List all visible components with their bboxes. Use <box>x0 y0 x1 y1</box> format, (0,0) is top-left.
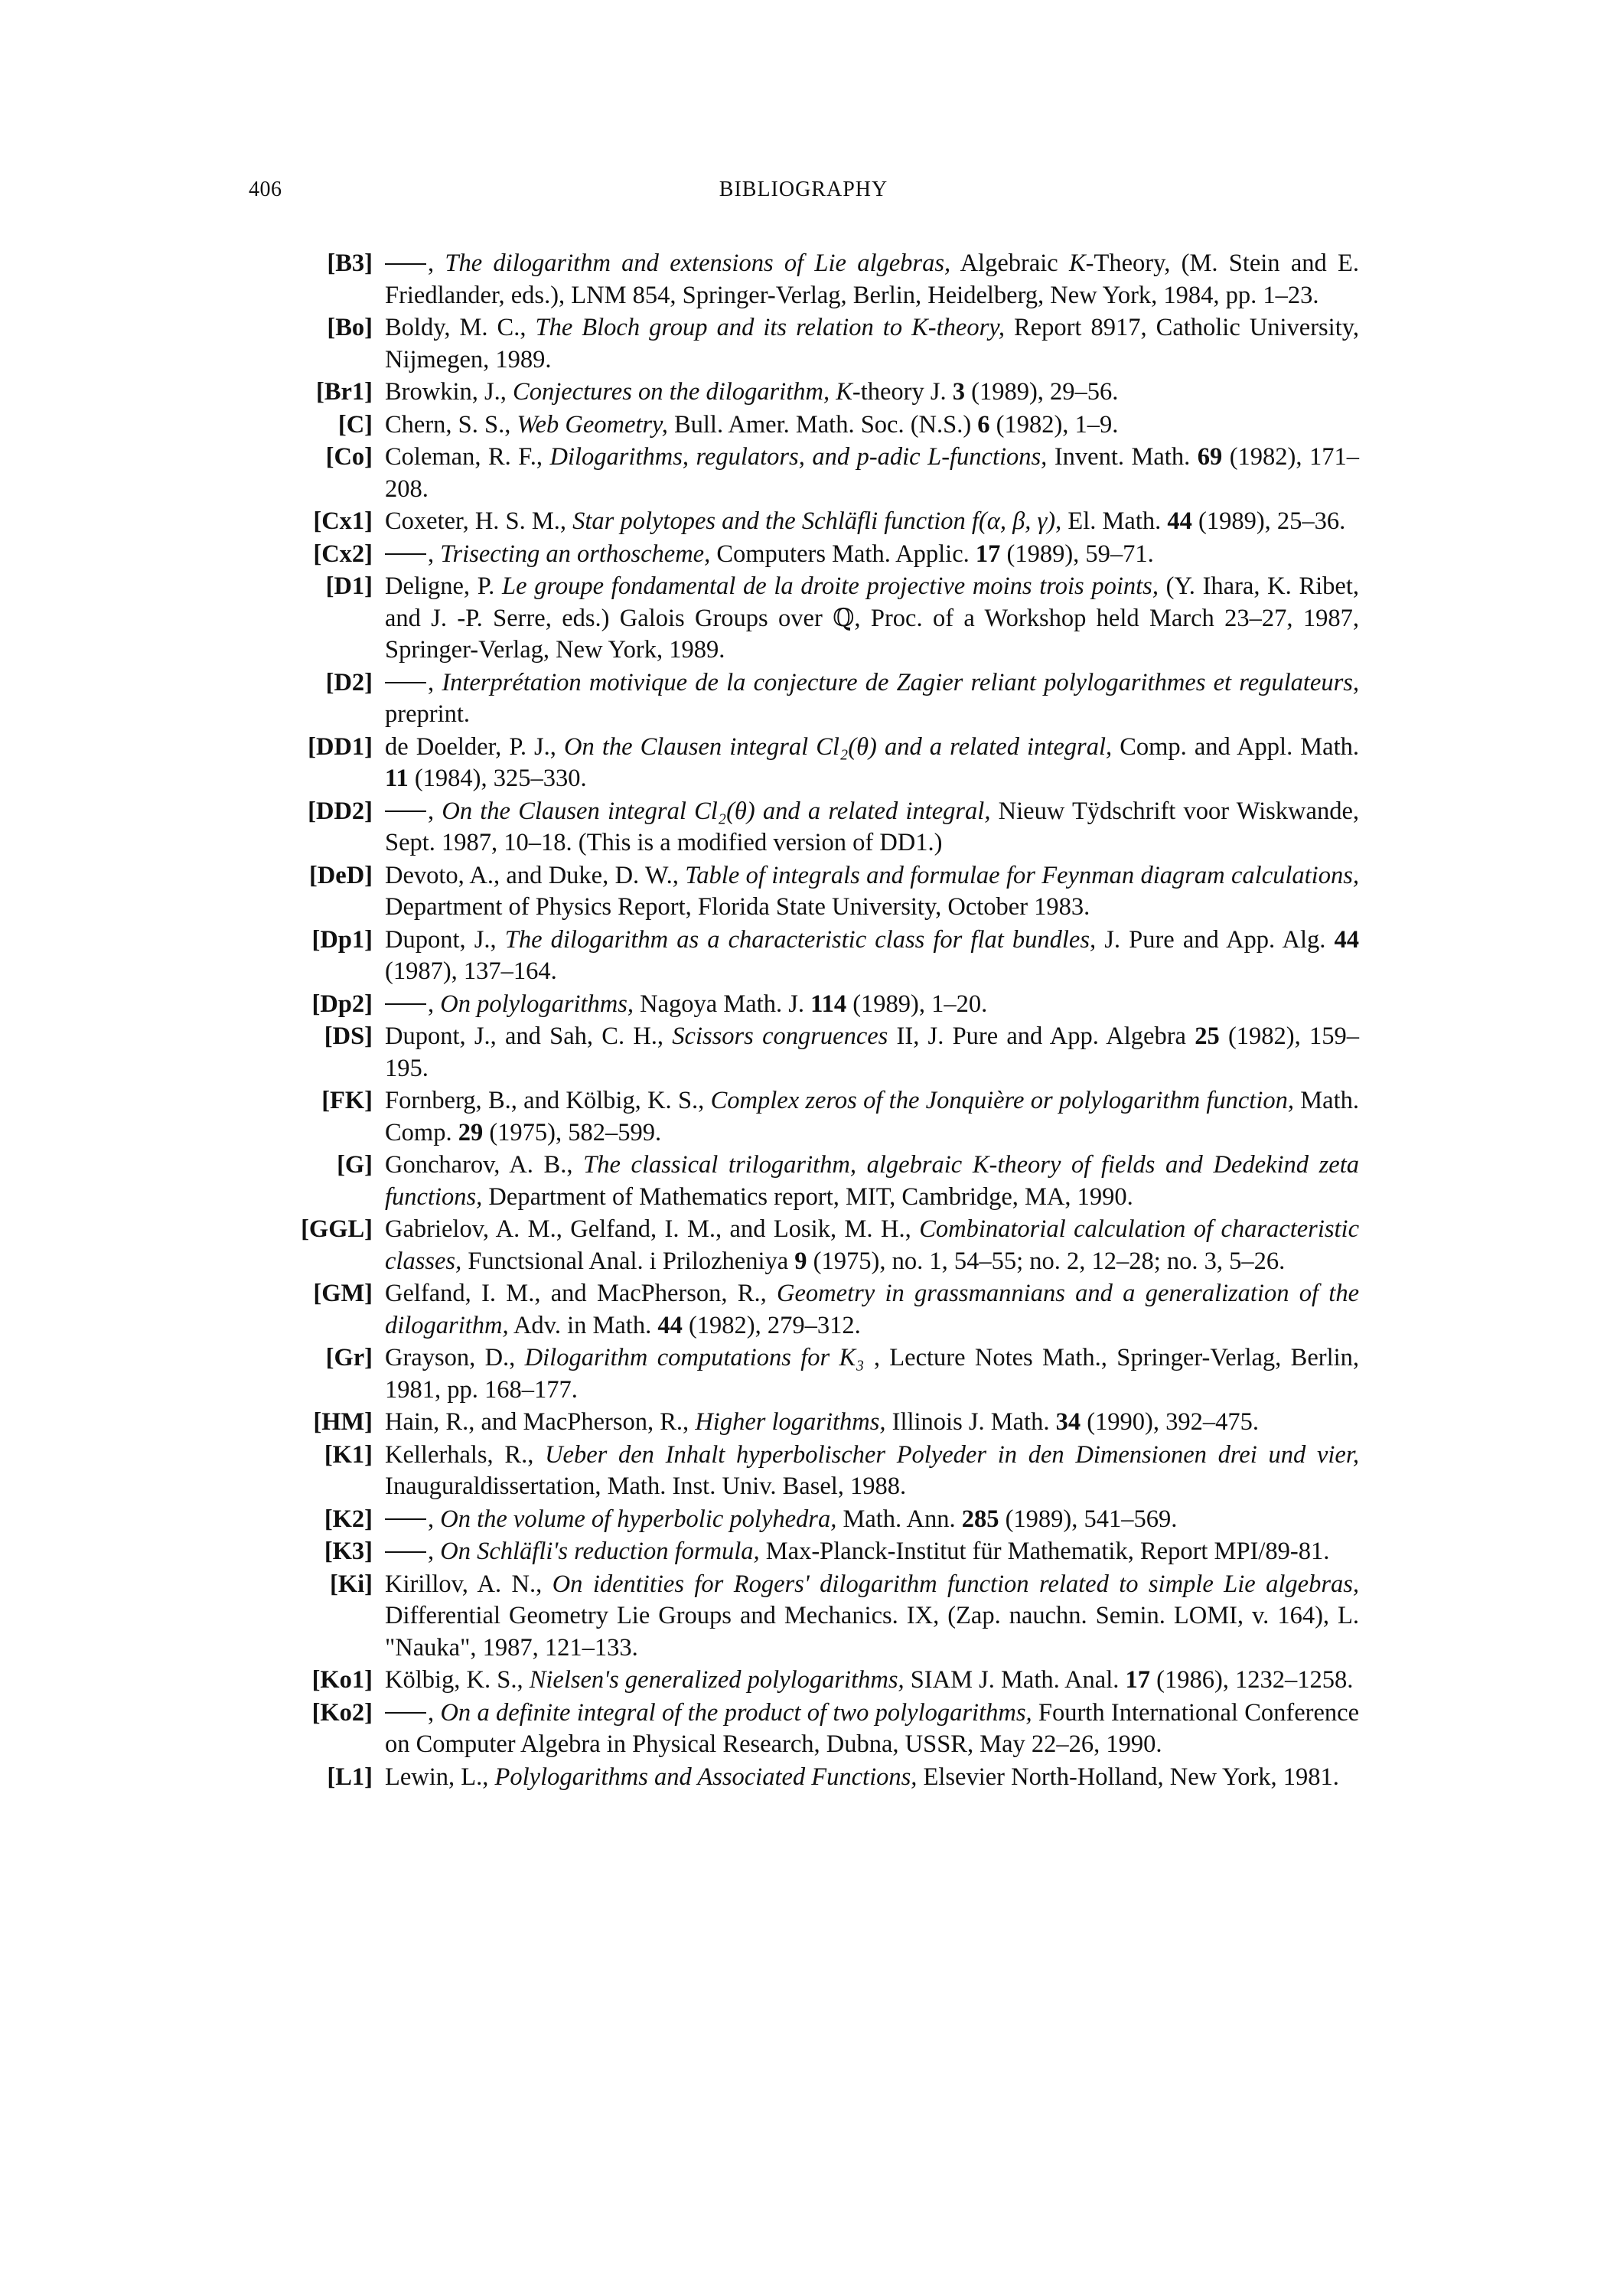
italic-text: On the Clausen integral <box>442 797 686 825</box>
italic-text: and a related integral, <box>762 797 991 825</box>
reference-key: [Ko1] <box>311 1666 373 1694</box>
volume-number: 17 <box>1125 1666 1151 1694</box>
reference-text <box>385 1536 1359 1568</box>
reference-text <box>385 1214 1359 1277</box>
italic-text: Polylogarithms and Associated Functions, <box>494 1763 918 1791</box>
text-run: Kirillov, A. N., <box>385 1570 553 1598</box>
reference-key: [GGL] <box>301 1215 373 1243</box>
reference-text <box>385 248 1359 311</box>
text-run: (1982), 159–195. <box>385 1022 1359 1082</box>
reference-entry <box>249 1021 1359 1084</box>
reference-text <box>385 1440 1359 1503</box>
text-run: Coxeter, H. S. M., <box>385 507 573 535</box>
reference-text <box>385 409 1359 442</box>
reference-key: [D2] <box>325 668 373 696</box>
italic-text: Combinatorial calculation of characteristic classes, <box>385 1215 1359 1275</box>
reference-entry <box>249 1440 1359 1503</box>
same-author-dash <box>385 1551 426 1553</box>
text-run: , <box>428 668 442 696</box>
reference-text <box>385 1698 1359 1761</box>
italic-text: Interprétation motivique de la conjecture de Zagier reliant polylogarithmes et regulateurs, <box>442 668 1359 696</box>
same-author-dash <box>385 1712 426 1714</box>
text-run <box>830 1344 839 1371</box>
text-run <box>808 733 816 761</box>
text-run: Department of Mathematics report, MIT, Cambridge, MA, 1990. <box>482 1182 1133 1211</box>
text-run: Coleman, R. F., <box>385 443 550 471</box>
italic-text: The dilogarithm as a characteristic class for flat bundles, <box>504 925 1097 954</box>
text-run <box>755 797 763 825</box>
italic-text: Higher logarithms, <box>695 1408 886 1436</box>
reference-text <box>385 1569 1359 1665</box>
reference-key: [Ko2] <box>311 1698 373 1727</box>
reference-key: [GM] <box>313 1280 373 1307</box>
reference-entry <box>249 1504 1359 1536</box>
text-run: Chern, S. S., <box>385 410 517 439</box>
text-run: Inauguraldissertation, Math. Inst. Univ. Basel, 1988. <box>385 1473 907 1500</box>
reference-entry <box>249 442 1359 505</box>
reference-text <box>385 925 1359 988</box>
italic-text: On polylogarithms, <box>440 990 634 1018</box>
text-run: Differential Geometry Lie Groups and Mechanics. IX, (Zap. nauchn. Semin. LOMI, v. 164), L. "Nauka", 1987, 121–133. <box>385 1602 1359 1662</box>
reference-text <box>385 312 1359 376</box>
text-run: Invent. Math. <box>1047 443 1198 471</box>
italic-text: f(α, β, γ) <box>971 507 1056 535</box>
italic-text: Scissors congruences <box>672 1022 888 1050</box>
reference-entry <box>249 925 1359 988</box>
reference-text <box>385 1665 1359 1697</box>
text-run: Math. Ann. <box>836 1505 962 1533</box>
text-run: Illinois J. Math. <box>885 1408 1056 1436</box>
reference-entry <box>249 1150 1359 1213</box>
text-run: Functsional Anal. i Prilozheniya <box>461 1247 795 1275</box>
italic-text: Dilogarithm computations for <box>524 1344 830 1371</box>
volume-number: 6 <box>977 410 990 439</box>
italic-text: The Bloch group and its relation to K-theory, <box>535 314 1005 341</box>
volume-number: 25 <box>1195 1022 1220 1050</box>
reference-key: [Gr] <box>325 1344 373 1371</box>
text-run: , <box>428 540 441 568</box>
text-run: , <box>428 249 445 277</box>
italic-text: Trisecting an orthoscheme, <box>440 540 711 568</box>
text-run: Grayson, D., <box>385 1344 525 1371</box>
text-run: Hain, R., and MacPherson, R., <box>385 1408 696 1436</box>
italic-text: On a definite integral of the product of two polylogarithms, <box>440 1698 1032 1727</box>
italic-text: Table of integrals and formulae for Feynman diagram calculations, <box>685 861 1359 889</box>
reference-entry <box>249 860 1359 924</box>
reference-entry <box>249 667 1359 731</box>
text-run: (1989), 25–36. <box>1191 507 1346 535</box>
reference-text <box>385 442 1359 505</box>
volume-number: 17 <box>975 540 1001 568</box>
italic-text: Dilogarithms, regulators, and p-adic L-functions, <box>549 443 1048 471</box>
italic-text: K <box>1068 249 1086 277</box>
italic-text: K <box>836 378 852 406</box>
italic-text: The classical trilogarithm, algebraic K-theory of fields and Dedekind zeta functions, <box>385 1151 1359 1211</box>
italic-text: On Schläfli's reduction formula, <box>440 1538 760 1565</box>
italic-text: Web Geometry, <box>517 410 668 439</box>
text-run: Bull. Amer. Math. Soc. (N.S.) <box>667 410 978 439</box>
reference-entry <box>249 1085 1359 1149</box>
reference-key: [C] <box>337 410 373 439</box>
text-run: (1975), 582–599. <box>483 1118 662 1146</box>
reference-key: [G] <box>337 1151 373 1179</box>
reference-entry <box>249 571 1359 667</box>
reference-key: [K2] <box>324 1505 373 1533</box>
text-run <box>686 797 694 825</box>
page-number: 406 <box>249 178 282 201</box>
text-run: Algebraic <box>950 249 1069 277</box>
reference-key: [DS] <box>324 1022 373 1050</box>
same-author-dash <box>385 682 426 683</box>
text-run: (1989), 541–569. <box>999 1505 1178 1533</box>
text-run: Department of Physics Report, Florida State University, October 1983. <box>385 893 1090 921</box>
reference-text <box>385 860 1359 924</box>
same-author-dash <box>385 553 426 555</box>
italic-text: Le groupe fondamental de la droite projective moins trois points, <box>502 572 1159 600</box>
reference-entry <box>249 248 1359 311</box>
reference-entry <box>249 1762 1359 1794</box>
text-run <box>830 378 836 406</box>
reference-entry <box>249 506 1359 538</box>
reference-key: [Co] <box>325 443 373 471</box>
text-run: Fourth International Conference on Computer Algebra in Physical Research, Dubna, USSR, May 22–26, 1990. <box>385 1698 1359 1758</box>
volume-number: 69 <box>1197 443 1223 471</box>
text-run: Nieuw Tÿdschrift voor Wiskwande, Sept. 1987, 10–18. (This is a modified version of DD1.) <box>385 797 1360 856</box>
text-run: , El. Math. <box>1055 507 1168 535</box>
reference-key: [Cx2] <box>313 540 373 568</box>
volume-number: 29 <box>458 1118 484 1146</box>
text-run: Gelfand, I. M., and MacPherson, R., <box>385 1280 777 1307</box>
text-run: , <box>428 1505 441 1533</box>
text-run: Elsevier North-Holland, New York, 1981. <box>917 1763 1339 1791</box>
text-run: , <box>428 797 442 825</box>
reference-key: [Cx1] <box>313 507 373 535</box>
same-author-dash <box>385 810 426 812</box>
reference-key: [D1] <box>325 572 373 600</box>
reference-entry <box>249 732 1359 795</box>
reference-text <box>385 1150 1359 1213</box>
text-run: Nagoya Math. J. <box>634 990 811 1018</box>
reference-entry <box>249 409 1359 442</box>
text-run: (1982), 279–312. <box>682 1311 861 1339</box>
reference-key: [HM] <box>313 1408 373 1436</box>
italic-text: Geometry in grassmannians and a generalization of the dilogarithm, <box>385 1280 1360 1339</box>
italic-text: Ueber den Inhalt hyperbolischer Polyeder in den Dimensionen drei und vier, <box>545 1440 1359 1469</box>
text-run: Goncharov, A. B., <box>385 1151 584 1179</box>
reference-entry <box>249 1665 1359 1697</box>
reference-entry <box>249 377 1359 409</box>
text-run: , <box>428 990 441 1018</box>
reference-text <box>385 667 1359 731</box>
reference-key: [B3] <box>327 249 373 277</box>
text-run: preprint. <box>385 700 471 728</box>
reference-key: [Dp1] <box>311 925 373 954</box>
text-run: Report 8917, Catholic University, Nijmegen, 1989. <box>385 314 1359 373</box>
text-run: -Theory, (M. Stein and E. Friedlander, eds.), LNM 854, Springer-Verlag, Berlin, Heidelberg, New York, 1984, pp. 1–23. <box>385 249 1360 309</box>
text-run: , <box>428 1698 441 1727</box>
text-run: (1987), 137–164. <box>385 957 557 985</box>
same-author-dash <box>385 1003 426 1005</box>
reference-text <box>385 539 1359 571</box>
text-run: Devoto, A., and Duke, D. W., <box>385 861 686 889</box>
reference-key: [DD1] <box>308 732 373 761</box>
reference-entry <box>249 539 1359 571</box>
text-run: Kellerhals, R., <box>385 1440 546 1469</box>
same-author-dash <box>385 263 426 265</box>
volume-number: 44 <box>1167 507 1192 535</box>
text-run: , <box>428 1538 441 1565</box>
reference-entry <box>249 312 1359 376</box>
volume-number: 11 <box>385 765 409 792</box>
text-run: (1982), 1–9. <box>989 410 1119 439</box>
page-header <box>249 178 1358 208</box>
reference-text <box>385 571 1359 667</box>
reference-entry <box>249 989 1359 1021</box>
reference-key: [L1] <box>327 1763 373 1791</box>
text-run: Deligne, P. <box>385 572 503 600</box>
italic-text: Star polytopes and the Schläfli function <box>572 507 966 535</box>
italic-text: K₃ <box>839 1344 865 1371</box>
text-run <box>877 733 885 761</box>
italic-text: On identities for Rogers' dilogarithm function related to simple Lie algebras, <box>552 1570 1359 1598</box>
text-run: Browkin, J., <box>385 378 513 406</box>
text-run: SIAM J. Math. Anal. <box>904 1666 1126 1694</box>
reference-text <box>385 989 1359 1021</box>
volume-number: 34 <box>1055 1408 1081 1436</box>
text-run: Boldy, M. C., <box>385 314 536 341</box>
reference-key: [Dp2] <box>311 990 373 1018</box>
text-run: Max-Planck-Institut für Mathematik, Report MPI/89-81. <box>759 1538 1330 1565</box>
reference-entry <box>249 796 1359 859</box>
italic-text: Nielsen's generalized polylogarithms, <box>529 1666 905 1694</box>
reference-key: [FK] <box>321 1087 373 1114</box>
text-run: Fornberg, B., and Kölbig, K. S., <box>385 1087 711 1114</box>
reference-entry <box>249 1569 1359 1665</box>
italic-text: Cl₂(θ) <box>816 732 877 761</box>
text-run: (1989), 29–56. <box>965 378 1119 406</box>
reference-list <box>249 248 1359 1794</box>
text-run: de Doelder, P. J., <box>385 732 565 761</box>
same-author-dash <box>385 1518 426 1520</box>
reference-text <box>385 732 1359 795</box>
italic-text: On the volume of hyperbolic polyhedra, <box>440 1505 837 1533</box>
volume-number: 3 <box>952 378 966 406</box>
text-run: Dupont, J., <box>385 925 505 954</box>
text-run: (1984), 325–330. <box>408 765 587 792</box>
text-run: (Y. Ihara, K. Ribet, and J. -P. Serre, eds.) Galois Groups over ℚ, Proc. of a Workshop held March 23–27, 1987, Springer-Verlag, New York, 1989. <box>385 572 1360 664</box>
volume-number: 44 <box>1334 925 1360 954</box>
reference-entry <box>249 1278 1359 1342</box>
text-run: (1986), 1232–1258. <box>1150 1666 1354 1694</box>
reference-entry <box>249 1342 1359 1406</box>
reference-key: [DD2] <box>308 797 373 825</box>
italic-text: Complex zeros of the Jonquière or polylogarithm function, <box>710 1087 1294 1114</box>
text-run: Kölbig, K. S., <box>385 1666 530 1694</box>
reference-key: [K1] <box>324 1440 373 1469</box>
volume-number: 114 <box>810 990 847 1018</box>
text-run: Gabrielov, A. M., Gelfand, I. M., and Losik, M. H., <box>385 1215 920 1243</box>
italic-text: The dilogarithm and extensions of Lie algebras, <box>445 249 951 277</box>
reference-key: [Bo] <box>327 314 373 341</box>
text-run: , Lecture Notes Math., Springer-Verlag, Berlin, 1981, pp. 168–177. <box>385 1344 1360 1404</box>
text-run: (1989), 1–20. <box>846 990 988 1018</box>
reference-entry <box>249 1698 1359 1761</box>
reference-entry <box>249 1536 1359 1568</box>
italic-text: and a related integral, <box>884 732 1113 761</box>
italic-text: Conjectures on the dilogarithm, <box>513 378 830 406</box>
reference-text <box>385 377 1359 409</box>
reference-key: [DeD] <box>308 861 373 889</box>
text-run <box>966 507 972 535</box>
text-run: (1975), no. 1, 54–55; no. 2, 12–28; no. 3, 5–26. <box>807 1247 1286 1275</box>
text-run: (1982), 171–208. <box>385 443 1359 503</box>
text-run: Adv. in Math. <box>508 1311 658 1339</box>
text-run: II, J. Pure and App. Algebra <box>888 1022 1195 1050</box>
reference-text <box>385 796 1359 859</box>
text-run: Comp. and Appl. Math. <box>1112 732 1360 761</box>
volume-number: 9 <box>794 1247 807 1275</box>
reference-text <box>385 506 1359 538</box>
reference-text <box>385 1762 1359 1794</box>
reference-text <box>385 1407 1359 1439</box>
italic-text: On the Clausen integral <box>564 732 809 761</box>
text-run: -theory J. <box>852 378 953 406</box>
text-run: (1990), 392–475. <box>1081 1408 1259 1436</box>
reference-text <box>385 1085 1359 1149</box>
reference-key: [Ki] <box>330 1570 373 1598</box>
text-run: Dupont, J., and Sah, C. H., <box>385 1022 673 1050</box>
reference-key: [K3] <box>324 1538 373 1565</box>
volume-number: 285 <box>961 1505 999 1533</box>
reference-text <box>385 1504 1359 1536</box>
reference-entry <box>249 1407 1359 1439</box>
text-run: Computers Math. Applic. <box>710 540 976 568</box>
text-run: Lewin, L., <box>385 1763 495 1791</box>
text-run: (1989), 59–71. <box>1000 540 1154 568</box>
running-head: BIBLIOGRAPHY <box>719 178 888 201</box>
reference-text <box>385 1278 1359 1342</box>
reference-text <box>385 1021 1359 1084</box>
text-run: Math. Comp. <box>385 1087 1359 1146</box>
reference-entry <box>249 1214 1359 1277</box>
volume-number: 44 <box>657 1311 683 1339</box>
text-run: J. Pure and App. Alg. <box>1096 925 1335 954</box>
reference-text <box>385 1342 1359 1406</box>
italic-text: Cl₂(θ) <box>694 797 755 825</box>
reference-key: [Br1] <box>316 378 373 406</box>
